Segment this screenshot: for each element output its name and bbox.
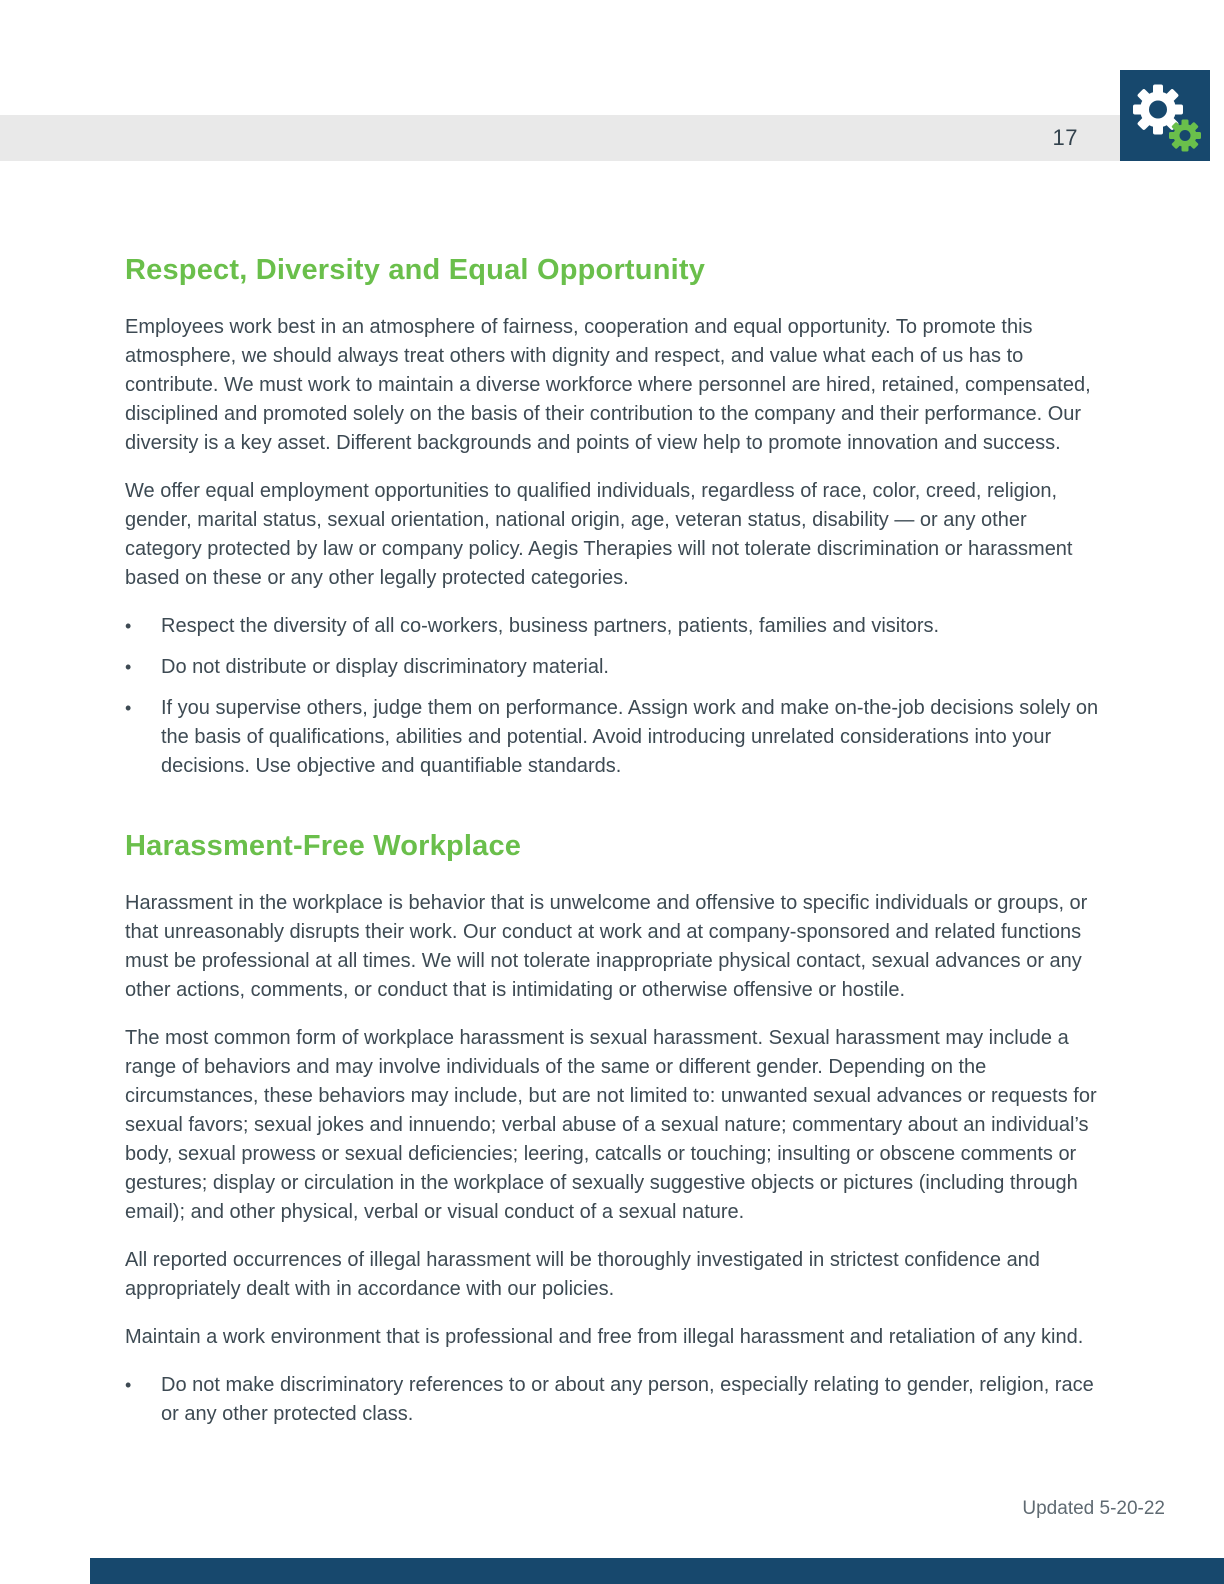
bullet-text: Do not distribute or display discriminatory material. (161, 656, 609, 679)
bullet-marker: • (125, 657, 132, 678)
paragraph: Maintain a work environment that is professional and free from illegal harassment and retaliation of any kind. (125, 1326, 1084, 1349)
paragraph: Employees work best in an atmosphere of fairness, cooperation and equal opportunity. To promote this atmosphere, we should always treat others with dignity and respect, and value what each of us has to contribute. We must work to maintain a diverse workforce where personnel are hired, retained, compensated, disciplined and promoted solely on the basis of their contribution to the company and their performance. Our diversity is a key asset. Different backgrounds and points of view help to promote innovation and success. (125, 316, 1091, 455)
paragraph: The most common form of workplace harassment is sexual harassment. Sexual harassment may include a range of behaviors and may involve individuals of the same or different gender. Depending on the circumstances, these behaviors may include, but are not limited to: unwanted sexual advances or requests for sexual favors; sexual jokes and innuendo; verbal abuse of a sexual nature; commentary about an individual’s body, sexual prowess or sexual deficiencies; leering, catcalls or touching; insulting or obscene comments or gestures; display or circulation in the workplace of sexually suggestive objects or pictures (including through email); and other physical, verbal or visual conduct of a sexual nature. (125, 1027, 1097, 1224)
page-number: 17 (1052, 125, 1078, 150)
header-band (0, 115, 1120, 161)
bullet-item (125, 694, 1103, 781)
paragraph: We offer equal employment opportunities to qualified individuals, regardless of race, color, creed, religion, gender, marital status, sexual orientation, national origin, age, veteran status, disability — or any other category protected by law or company policy. Aegis Therapies will not tolerate discrimination or harassment based on these or any other legally protected categories. (125, 480, 1073, 590)
bullet-list (125, 1371, 1103, 1429)
logo-gear-box (1120, 70, 1210, 161)
bullet-marker: • (125, 616, 132, 637)
section-harassment-free (125, 825, 1103, 1429)
bullet-list (125, 612, 1103, 781)
document-page (125, 161, 1103, 1455)
section-heading: Harassment-Free Workplace (125, 830, 522, 863)
bullet-text: Respect the diversity of all co-workers, business partners, patients, families and visitors. (161, 615, 940, 638)
bullet-text: Do not make discriminatory references to or about any person, especially relating to gender, religion, race or any other protected class. (161, 1374, 1094, 1426)
paragraph: Harassment in the workplace is behavior that is unwelcome and offensive to specific individuals or groups, or that unreasonably disrupts their work. Our conduct at work and at company-sponsored and related functions must be professional at all times. We will not tolerate inappropriate physical contact, sexual advances or any other actions, comments, or conduct that is intimidating or otherwise offensive or hostile. (125, 892, 1088, 1002)
bullet-item (125, 653, 1103, 682)
paragraph: All reported occurrences of illegal harassment will be thoroughly investigated in strictest confidence and appropriately dealt with in accordance with our policies. (125, 1249, 1040, 1301)
footer-updated-date: Updated 5-20-22 (1022, 1498, 1165, 1519)
bullet-item (125, 1371, 1103, 1429)
bullet-marker: • (125, 1375, 132, 1396)
gears-icon (1120, 70, 1210, 161)
bullet-item (125, 612, 1103, 641)
bottom-bar (90, 1558, 1224, 1584)
section-heading: Respect, Diversity and Equal Opportunity (125, 254, 706, 286)
bullet-marker: • (125, 698, 132, 719)
section-respect-diversity (125, 249, 1103, 781)
bullet-text: If you supervise others, judge them on performance. Assign work and make on-the-job decisions solely on the basis of qualifications, abilities and potential. Avoid introducing unrelated considerations into your decisions. Use objective and quantifiable standards. (161, 697, 1099, 778)
